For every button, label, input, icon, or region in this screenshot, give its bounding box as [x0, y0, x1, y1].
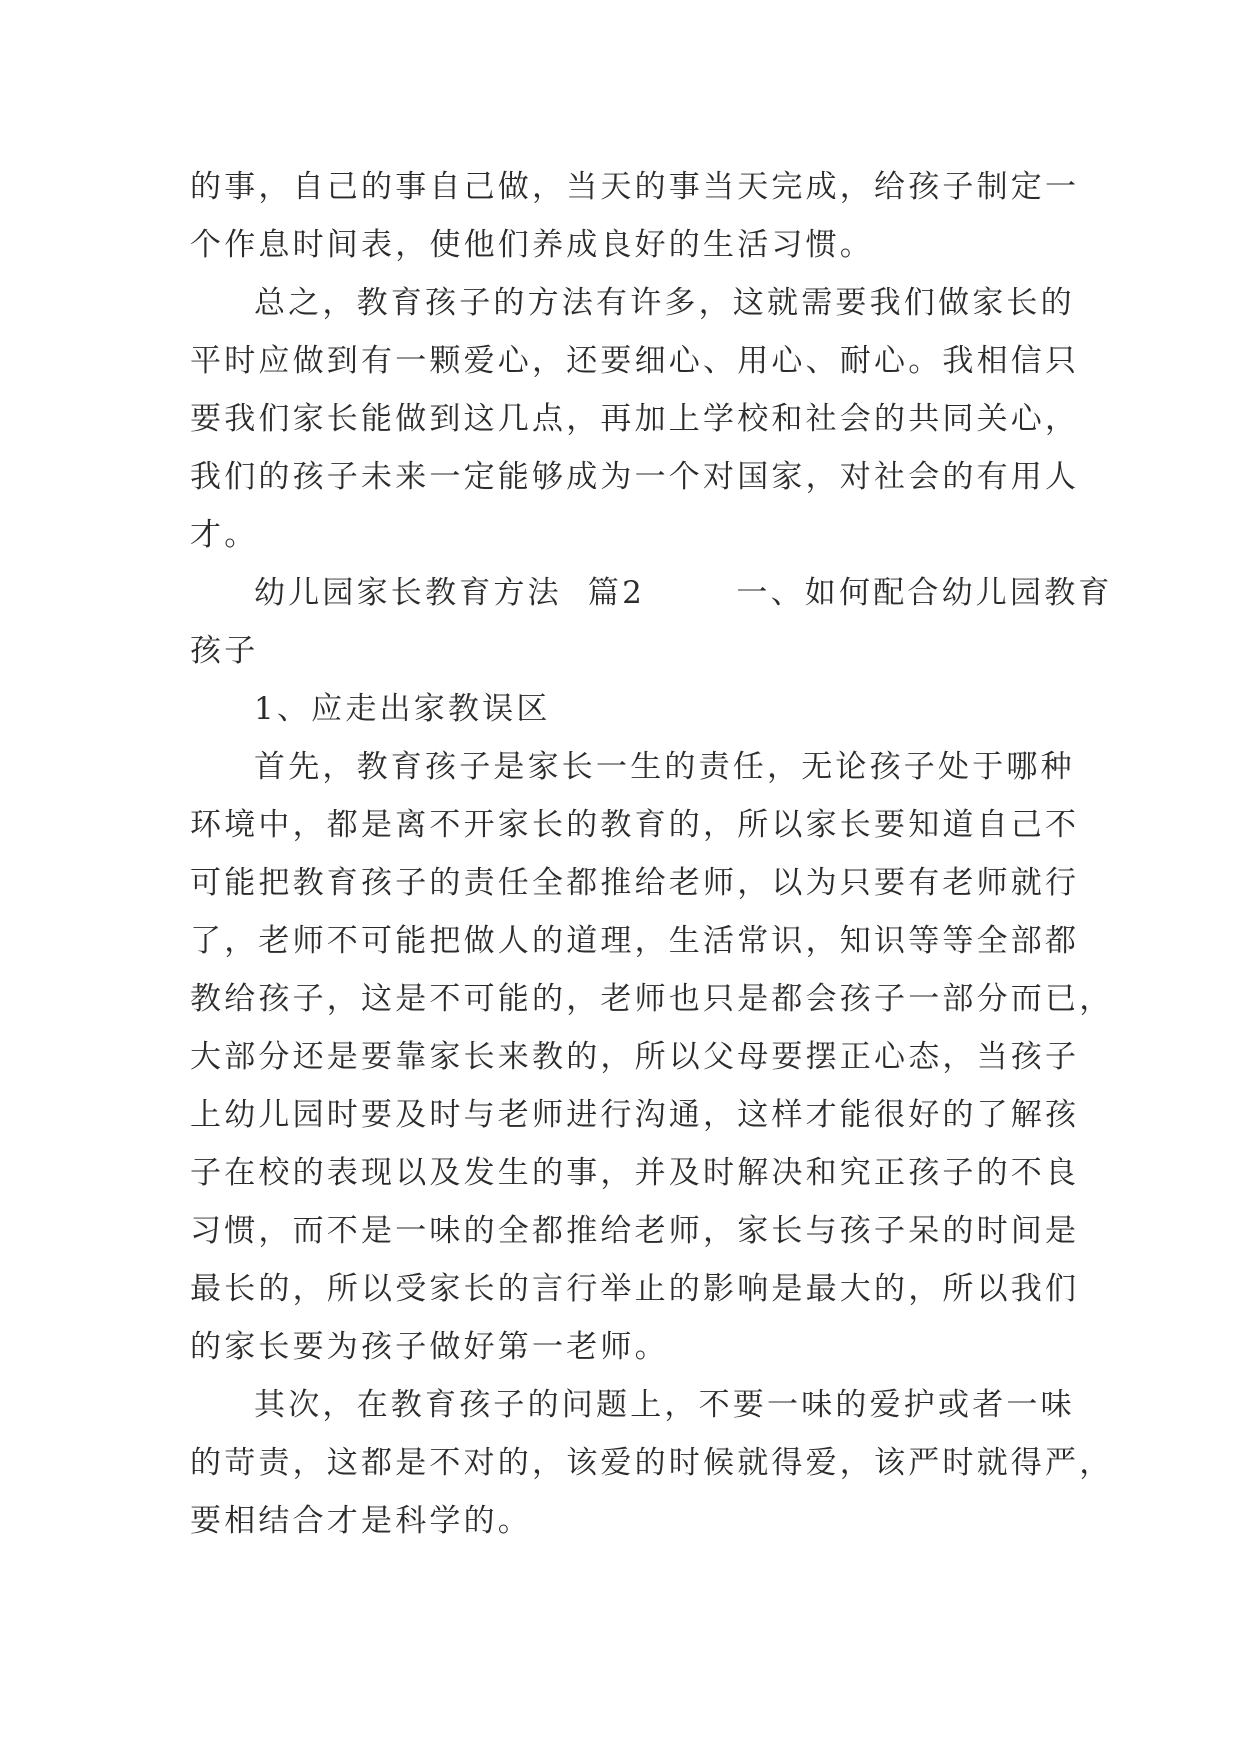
text-line: 我们的孩子未来一定能够成为一个对国家，对社会的有用人: [190, 459, 1080, 495]
text-line: 要我们家长能做到这几点，再加上学校和社会的共同关心，: [190, 401, 1080, 437]
text-line: 的事，自己的事自己做，当天的事当天完成，给孩子制定一: [190, 169, 1080, 205]
text-line: 教给孩子，这是不可能的，老师也只是都会孩子一部分而已，: [190, 981, 1114, 1017]
text-line: 才。: [190, 517, 259, 553]
text-line: 最长的，所以受家长的言行举止的影响是最大的，所以我们: [190, 1271, 1080, 1307]
text-line: 1、应走出家教误区: [254, 691, 551, 727]
text-line: 首先，教育孩子是家长一生的责任，无论孩子处于哪种: [254, 749, 1075, 785]
text-line: 习惯，而不是一味的全都推给老师，家长与孩子呆的时间是: [190, 1213, 1080, 1249]
text-line: 平时应做到有一颗爱心，还要细心、用心、耐心。我相信只: [190, 343, 1080, 379]
text-line: 要相结合才是科学的。: [190, 1503, 532, 1539]
text-line: 其次，在教育孩子的问题上，不要一味的爱护或者一味: [254, 1387, 1075, 1423]
document-page: [190, 158, 1114, 1550]
text-line: 上幼儿园时要及时与老师进行沟通，这样才能很好的了解孩: [190, 1097, 1080, 1133]
paragraph-daily-habits: [190, 158, 1080, 274]
text-line: 环境中，都是离不开家长的教育的，所以家长要知道自己不: [190, 807, 1080, 843]
subheading-misconceptions: [190, 680, 1060, 738]
text-line: 的苛责，这都是不对的，该爱的时候就得爱，该严时就得严，: [190, 1445, 1114, 1481]
text-line: 幼儿园家长教育方法 篇2 一、如何配合幼儿园教育: [254, 575, 1113, 611]
text-line: 子在校的表现以及发生的事，并及时解决和究正孩子的不良: [190, 1155, 1080, 1191]
paragraph-first-point: [190, 738, 1114, 1376]
section-heading: [190, 564, 1113, 680]
text-line: 总之，教育孩子的方法有许多，这就需要我们做家长的: [254, 285, 1075, 321]
text-line: 的家长要为孩子做好第一老师。: [190, 1329, 669, 1365]
text-line: 大部分还是要靠家长来教的，所以父母要摆正心态，当孩子: [190, 1039, 1080, 1075]
paragraph-second-point: [190, 1376, 1114, 1550]
text-line: 了，老师不可能把做人的道理，生活常识，知识等等全部都: [190, 923, 1080, 959]
text-line: 可能把教育孩子的责任全都推给老师，以为只要有老师就行: [190, 865, 1080, 901]
paragraph-summary: [190, 274, 1080, 564]
text-line: 个作息时间表，使他们养成良好的生活习惯。: [190, 227, 874, 263]
text-line: 孩子: [190, 633, 259, 669]
